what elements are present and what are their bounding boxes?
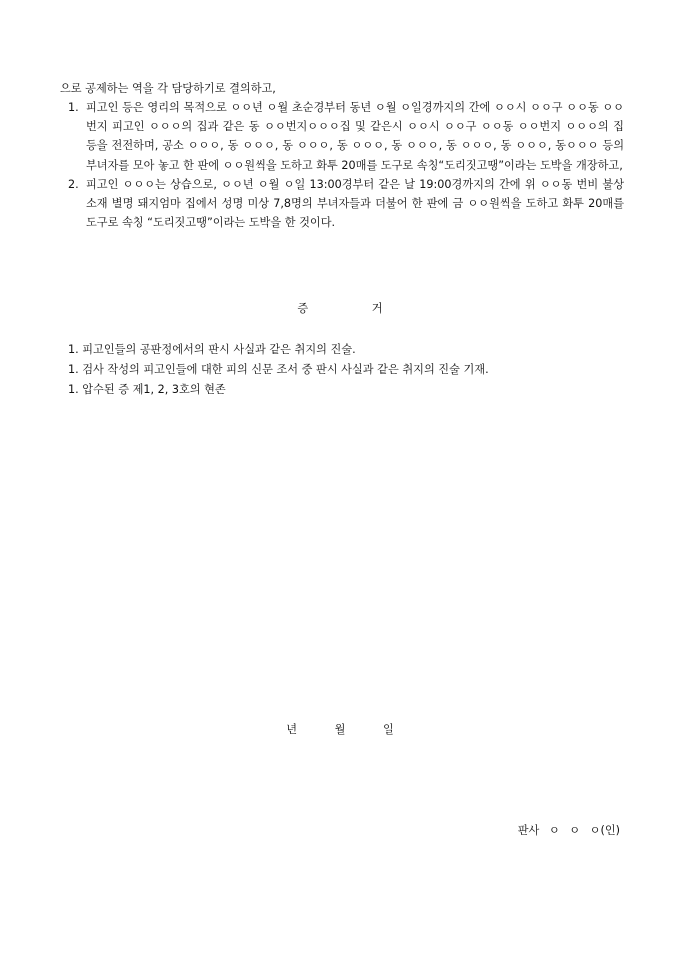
fact-number: 2. [68, 177, 79, 191]
fact-number: 1. [68, 101, 79, 114]
evidence-list [68, 340, 489, 400]
intro-line: 으로 공제하는 역을 각 담당하기로 결의하고, [60, 82, 276, 95]
fact-item-1 [68, 98, 624, 175]
evidence-item: 1. 피고인들의 공판정에서의 판시 사실과 같은 취지의 진술. [68, 343, 356, 356]
fact-item-2 [68, 175, 624, 233]
date-line: 년 월 일 [286, 723, 394, 736]
judge-signature: 판사 ㅇ ㅇ ㅇ(인) [517, 824, 620, 837]
facts-list [68, 98, 624, 232]
evidence-item: 1. 압수된 증 제1, 2, 3호의 현존 [68, 383, 226, 396]
evidence-item: 1. 검사 작성의 피고인들에 대한 피의 신문 조서 중 판시 사실과 같은 취지의 진술 기재. [68, 363, 489, 376]
evidence-heading: 증 거 [297, 302, 383, 315]
fact-text: 피고인 등은 영리의 목적으로 ㅇㅇ년 ㅇ월 초순경부터 동년 ㅇ월 ㅇ일경까지의 간에 ㅇㅇ시 ㅇㅇ구 ㅇㅇ동 ㅇㅇ번지 피고인 ㅇㅇㅇ의 집과 같은 동 ㅇㅇ번지ㅇㅇㅇ집 및 같은시 ㅇㅇ시 ㅇㅇ구 ㅇㅇ동 ㅇㅇ번지 ㅇㅇㅇ의 집 등을 전전하며, 공소 ㅇㅇㅇ, 동 ㅇㅇㅇ, 동 ㅇㅇㅇ, 동 ㅇㅇㅇ, 동 ㅇㅇㅇ, 동 ㅇㅇㅇ, 동 ㅇㅇㅇ, 동ㅇㅇㅇ 등의 부녀자를 모아 놓고 한 판에 ㅇㅇ원씩을 도하고 화투 20매를 도구로 속칭“도리짓고땡”이라는 도박을 개장하고, [86, 101, 624, 172]
fact-text: 피고인 ㅇㅇㅇ는 상습으로, ㅇㅇ년 ㅇ월 ㅇ일 13:00경부터 같은 날 19:00경까지의 간에 위 ㅇㅇ동 번비 불상 소재 별명 돼지엄마 집에서 성명 미상 7,8명의 부녀자들과 더불어 한 판에 금 ㅇㅇ원씩을 도하고 화투 20매를 도구로 속칭 “도리짓고땡”이라는 도박을 한 것이다. [86, 177, 624, 230]
